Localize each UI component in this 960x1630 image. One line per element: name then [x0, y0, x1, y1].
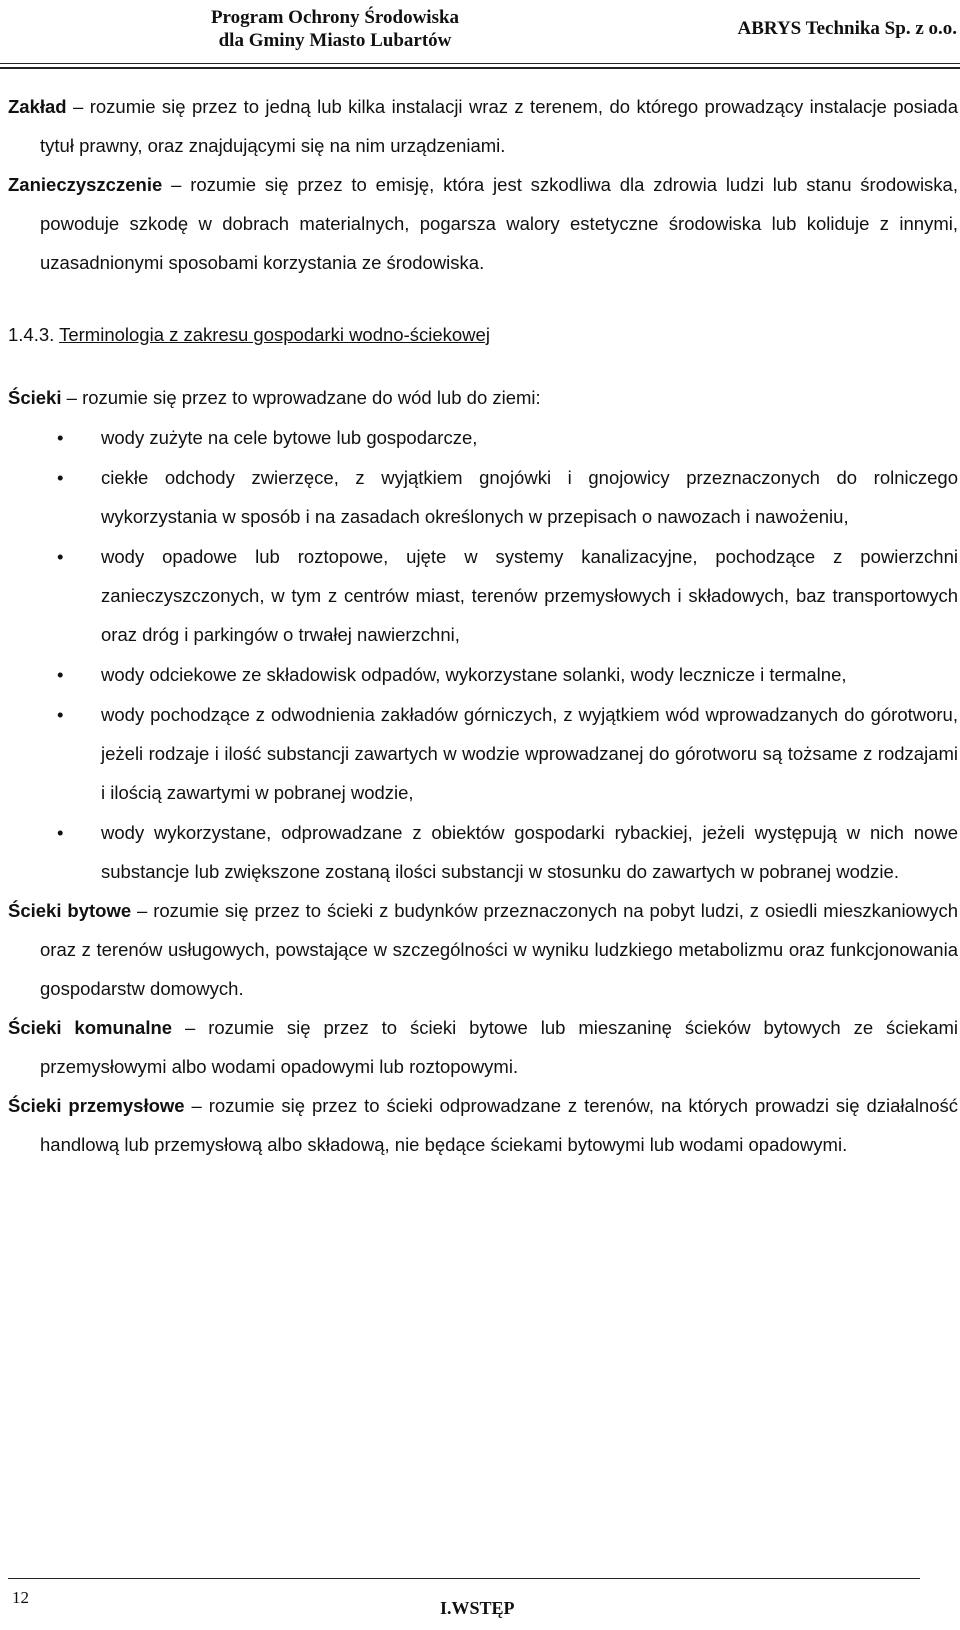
- list-item-text: wody pochodzące z odwodnienia zakładów górniczych, z wyjątkiem wód wprowadzanych do górotworu, jeżeli rodzaje i ilość substancji zawartych w wodzie wprowadzanej do górotworu są tożsame z rodzajami i ilością zawartymi w pobranej wodzie,: [101, 704, 958, 803]
- definition-text: – rozumie się przez to ścieki z budynków przeznaczonych na pobyt ludzi, z osiedli mieszkaniowych oraz z terenów usługowych, powstające w szczególności w wyniku ludzkiego metabolizmu oraz funkcjonowania gospodarstw domowych.: [40, 900, 958, 999]
- list-item: [8, 458, 958, 536]
- page-footer: [0, 1576, 960, 1630]
- header-company: ABRYS Technika Sp. z o.o.: [737, 18, 957, 39]
- list-item: [8, 813, 958, 891]
- list-item-text: ciekłe odchody zwierzęce, z wyjątkiem gnojówki i gnojowicy przeznaczonych do rolniczego wykorzystania w sposób i na zasadach określonych w przepisach o nawozach i nawożeniu,: [101, 467, 958, 527]
- definition-term: Ścieki bytowe: [8, 900, 132, 921]
- document-body: [8, 87, 958, 1164]
- definition-scieki-przemyslowe: [8, 1086, 958, 1164]
- bullet-icon: •: [57, 427, 64, 448]
- bullet-icon: •: [57, 546, 64, 567]
- definition-term: Ścieki przemysłowe: [8, 1095, 185, 1116]
- list-item-text: wody opadowe lub roztopowe, ujęte w systemy kanalizacyjne, pochodzące z powierzchni zanieczyszczonych, w tym z centrów miast, terenów przemysłowych i składowych, baz transportowych oraz dróg i parkingów o trwałej nawierzchni,: [101, 546, 958, 645]
- definition-term: Zanieczyszczenie: [8, 174, 163, 195]
- list-item-text: wody zużyte na cele bytowe lub gospodarcze,: [101, 427, 478, 448]
- definition-text: – rozumie się przez to ścieki bytowe lub mieszaninę ścieków bytowych ze ściekami przemysłowymi albo wodami opadowymi lub roztopowymi.: [40, 1017, 958, 1077]
- header-title-line2: dla Gminy Miasto Lubartów: [218, 30, 452, 51]
- header-rule-thick: [0, 67, 960, 69]
- definition-term: Ścieki komunalne: [8, 1017, 173, 1038]
- footer-rule: [8, 1578, 920, 1579]
- bullet-icon: •: [57, 822, 64, 843]
- definition-scieki-bytowe: [8, 891, 958, 1008]
- footer-chapter: I.WSTĘP: [440, 1598, 515, 1618]
- bullet-icon: •: [57, 467, 64, 488]
- definition-scieki: [8, 378, 958, 417]
- section-title: Terminologia z zakresu gospodarki wodno-ściekowej: [59, 324, 490, 345]
- bullet-icon: •: [57, 664, 64, 685]
- definition-text: – rozumie się przez to emisję, która jest szkodliwa dla zdrowia ludzi lub stanu środowiska, powoduje szkodę w dobrach materialnych, pogarsza walory estetyczne środowiska lub koliduje z innymi, uzasadnionymi sposobami korzystania ze środowiska.: [40, 174, 958, 273]
- list-item: [8, 537, 958, 654]
- definition-term: Ścieki: [8, 387, 62, 408]
- list-item-text: wody odciekowe ze składowisk odpadów, wykorzystane solanki, wody lecznicze i termalne,: [101, 664, 847, 685]
- header-program-title: [170, 6, 500, 52]
- definition-text: – rozumie się przez to wprowadzane do wód lub do ziemi:: [61, 387, 541, 408]
- header-title-line1: Program Ochrony Środowiska: [210, 7, 460, 28]
- page-number: 12: [12, 1588, 29, 1607]
- section-heading: [8, 315, 958, 354]
- bullet-icon: •: [57, 704, 64, 725]
- list-item: [8, 418, 958, 457]
- list-item: [8, 655, 958, 694]
- header-rule-thin: [0, 63, 960, 64]
- definition-term: Zakład: [8, 96, 67, 117]
- page-header: [0, 0, 960, 70]
- list-item-text: wody wykorzystane, odprowadzane z obiektów gospodarki rybackiej, jeżeli występują w nich nowe substancje lub zwiększone zostaną ilości substancji w stosunku do zawartych w pobranej wodzie.: [101, 822, 958, 882]
- section-number: 1.4.3.: [8, 324, 60, 345]
- list-item: [8, 695, 958, 812]
- definition-zaklad: [8, 87, 958, 165]
- definition-text: – rozumie się przez to jedną lub kilka instalacji wraz z terenem, do którego prowadzący instalacje posiada tytuł prawny, oraz znajdującymi się na nim urządzeniami.: [40, 96, 958, 156]
- definition-text: – rozumie się przez to ścieki odprowadzane z terenów, na których prowadzi się działalność handlową lub przemysłową albo składową, nie będące ściekami bytowymi lub wodami opadowymi.: [40, 1095, 959, 1155]
- definition-zanieczyszczenie: [8, 165, 958, 282]
- definition-scieki-komunalne: [8, 1008, 958, 1086]
- sewage-types-list: [8, 418, 958, 891]
